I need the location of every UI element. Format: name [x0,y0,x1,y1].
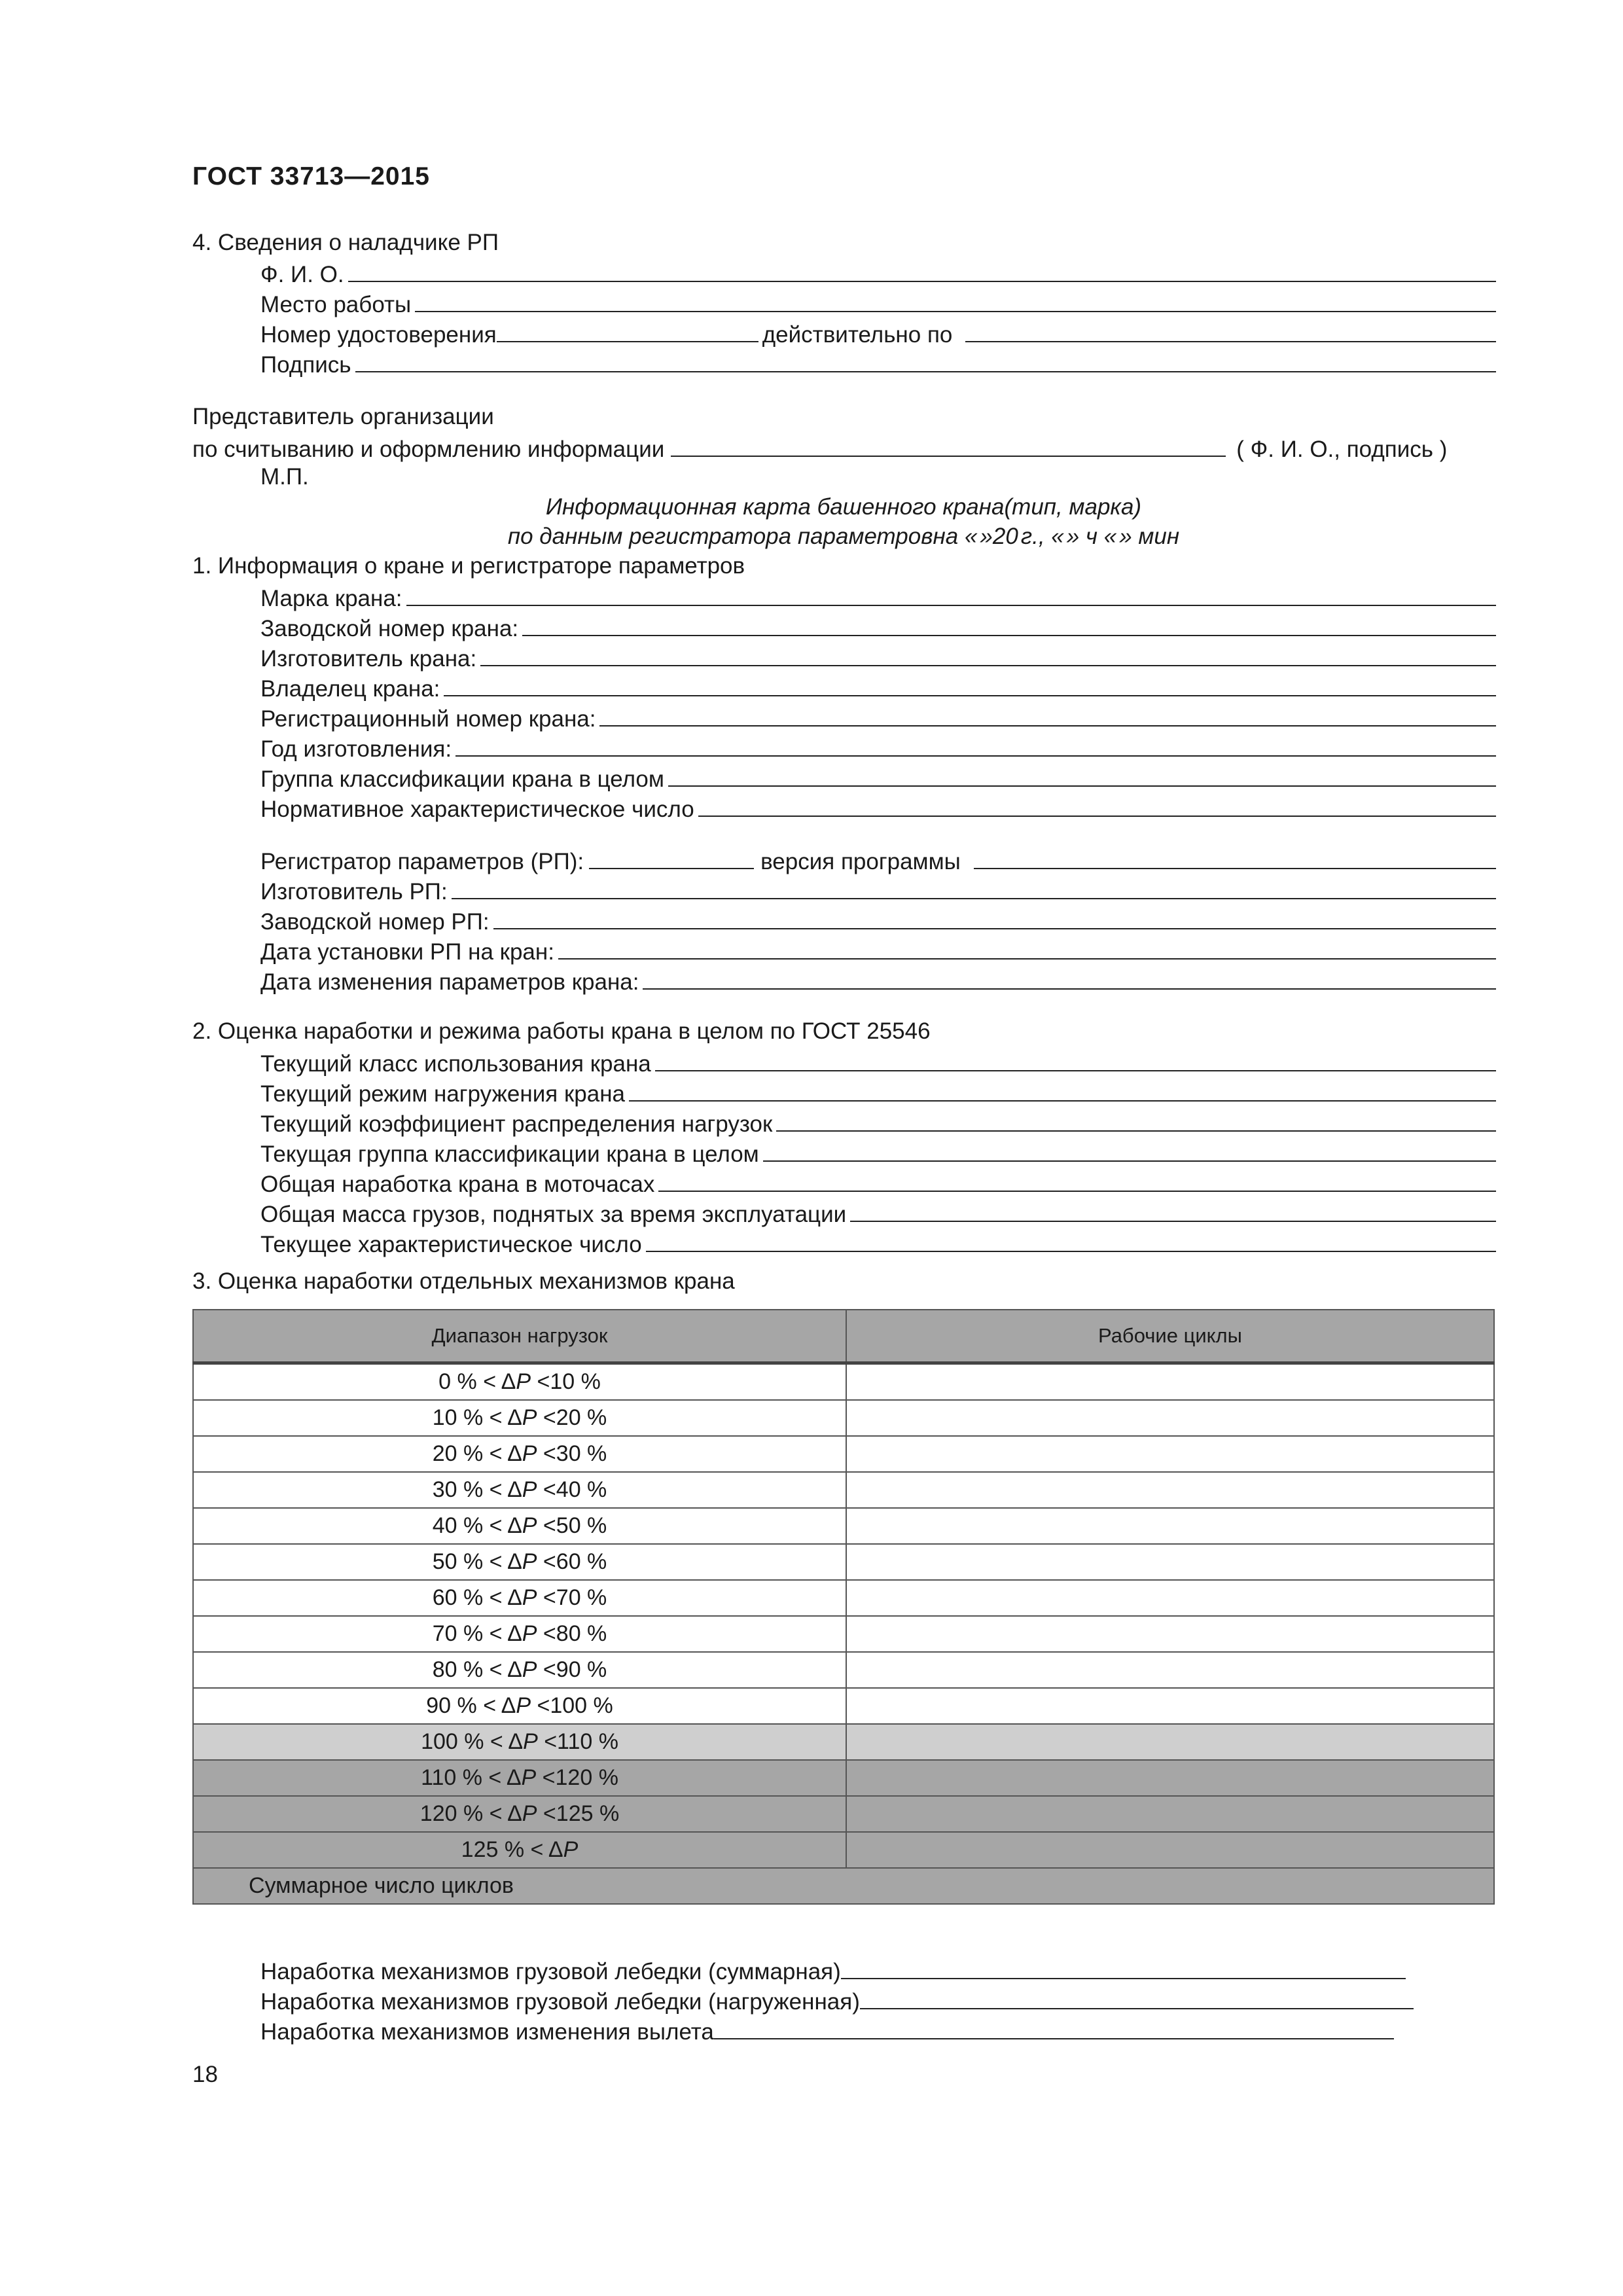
form-field-row[interactable] [260,1137,1496,1167]
winch-loaded-label: Наработка механизмов грузовой лебедки (нагруженная) [260,1989,860,2015]
winch-total-label: Наработка механизмов грузовой лебедки (суммарная) [260,1959,841,1984]
form-field-row[interactable] [260,965,1496,995]
work-cycles-cell[interactable] [846,1616,1494,1652]
form-field-label: Дата установки РП на кран: [260,939,554,965]
form-field-row[interactable] [260,792,1496,822]
luffing-blank[interactable] [714,2015,1394,2039]
section2-heading: 2. Оценка наработки и режима работы крана в целом по ГОСТ 25546 [192,1018,931,1044]
cert-field[interactable] [260,317,1496,348]
valid-until-blank[interactable] [965,317,1496,342]
minute-open-label: » ч « [1066,524,1117,549]
form-field-row[interactable] [260,935,1496,965]
form-field-label: Нормативное характеристическое число [260,797,694,822]
card-subtitle-text: по данным регистратора параметров [507,524,933,549]
cert-number-blank[interactable] [497,317,758,342]
form-field-row[interactable] [260,1047,1496,1077]
fio-label: Ф. И. О. [260,262,344,287]
form-field-label: Общая наработка крана в моточасах [260,1172,655,1197]
table-row [193,1436,1494,1472]
year-prefix: 20 [992,524,1018,549]
form-field-blank[interactable] [522,611,1496,636]
form-field-row[interactable] [260,672,1496,702]
form-field-blank[interactable] [452,874,1496,899]
load-range-cell: 125 % < ΔP [193,1832,846,1868]
form-field-label: Дата изменения параметров крана: [260,969,639,995]
work-cycles-cell[interactable] [846,1796,1494,1832]
total-cycles-label: Суммарное число циклов [193,1868,1494,1904]
fio-field[interactable] [260,257,1496,287]
table-header-row [193,1310,1494,1363]
luffing-label: Наработка механизмов изменения вылета [260,2019,714,2045]
form-field-label: Группа классификации крана в целом [260,766,664,792]
work-cycles-cell[interactable] [846,1652,1494,1688]
form-field-blank[interactable] [776,1107,1496,1132]
form-field-blank[interactable] [455,732,1496,757]
table-row [193,1363,1494,1401]
workplace-field[interactable] [260,287,1496,317]
recorder-label: Регистратор параметров (РП): [260,849,584,874]
section1-heading: 1. Информация о кране и регистраторе параметров [192,553,745,579]
software-version-label: версия программы [760,849,961,874]
winch-total-blank[interactable] [841,1954,1406,1979]
work-cycles-cell[interactable] [846,1724,1494,1760]
work-cycles-cell[interactable] [846,1580,1494,1616]
form-field-label: Текущий режим нагружения крана [260,1081,625,1107]
load-range-cell: 40 % < ΔP <50 % [193,1508,846,1544]
table-row [193,1472,1494,1508]
form-field-label: Заводской номер крана: [260,616,519,641]
form-field-blank[interactable] [406,581,1496,606]
load-range-cell: 50 % < ΔP <60 % [193,1544,846,1580]
form-field-row[interactable] [260,1107,1496,1137]
section4-heading: 4. Сведения о наладчике РП [192,230,499,255]
representative-label: по считыванию и оформлению информации [192,437,665,462]
form-field-row[interactable] [260,905,1496,935]
signature-label: Подпись [260,352,351,378]
form-field-row[interactable] [260,874,1496,905]
load-range-cell: 120 % < ΔP <125 % [193,1796,846,1832]
minute-close-label: » мин [1119,524,1180,549]
work-cycles-cell[interactable] [846,1508,1494,1544]
form-field-blank[interactable] [763,1137,1496,1162]
form-field-label: Изготовитель крана: [260,646,477,672]
card-title-text: Информационная карта башенного крана [545,494,1005,520]
col-header-range: Диапазон нагрузок [193,1310,846,1363]
form-field-blank[interactable] [558,935,1496,960]
work-cycles-cell[interactable] [846,1832,1494,1868]
section3-heading: 3. Оценка наработки отдельных механизмов крана [192,1268,735,1294]
work-cycles-cell[interactable] [846,1544,1494,1580]
form-field-label: Владелец крана: [260,676,440,702]
software-version-blank[interactable] [974,844,1496,869]
load-range-cell: 100 % < ΔP <110 % [193,1724,846,1760]
form-field-blank[interactable] [658,1167,1496,1192]
table-row [193,1724,1494,1760]
work-cycles-cell[interactable] [846,1400,1494,1436]
representative-blank[interactable] [671,432,1226,457]
table-row [193,1400,1494,1436]
table-row [193,1832,1494,1868]
workplace-label: Место работы [260,292,412,317]
card-title-line2 [192,522,1495,552]
form-field-blank[interactable] [444,672,1496,696]
load-range-cell: 0 % < ΔP <10 % [193,1363,846,1401]
form-field-row[interactable] [260,1197,1496,1227]
form-field-blank[interactable] [629,1077,1496,1102]
cert-number-label: Номер удостоверения [260,322,497,348]
form-field-row[interactable] [260,611,1496,641]
document-header: ГОСТ 33713—2015 [192,162,430,190]
form-field-blank[interactable] [493,905,1496,929]
table-row [193,1580,1494,1616]
table-row [193,1544,1494,1580]
valid-until-label: действительно по [762,322,953,348]
form-field-label: Марка крана: [260,586,402,611]
winch-loaded-blank[interactable] [860,1984,1414,2009]
work-cycles-cell[interactable] [846,1472,1494,1508]
load-range-cell: 80 % < ΔP <90 % [193,1652,846,1688]
form-field-row[interactable] [260,1227,1496,1257]
stamp-label: М.П. [260,464,309,490]
load-range-cell: 70 % < ΔP <80 % [193,1616,846,1652]
form-field-blank[interactable] [655,1047,1496,1071]
signature-blank[interactable] [355,348,1496,372]
date-open-label: на « [933,524,978,549]
load-range-cell: 10 % < ΔP <20 % [193,1400,846,1436]
total-row [193,1868,1494,1904]
form-field-label: Регистрационный номер крана: [260,706,596,732]
form-field-row[interactable] [260,762,1496,792]
form-field-label: Текущий коэффициент распределения нагрузок [260,1111,773,1137]
representative-field[interactable] [192,432,1495,462]
table-row [193,1616,1494,1652]
form-field-label: Текущее характеристическое число [260,1232,642,1257]
table-row [193,1688,1494,1724]
recorder-model-blank[interactable] [589,844,754,869]
form-field-blank[interactable] [643,965,1496,990]
table-row [193,1796,1494,1832]
card-title-line1 [192,492,1495,522]
load-range-cell: 60 % < ΔP <70 % [193,1580,846,1616]
recorder-field[interactable] [260,844,1496,874]
representative-line1: Представитель организации [192,404,494,429]
card-title-type-hint: (тип, марка) [1004,494,1142,520]
form-field-label: Заводской номер РП: [260,909,490,935]
signature-field[interactable] [260,348,1496,378]
load-range-cell: 110 % < ΔP <120 % [193,1760,846,1796]
page-number: 18 [192,2062,218,2087]
form-field-blank[interactable] [850,1197,1496,1222]
table-row [193,1760,1494,1796]
form-field-row[interactable] [260,641,1496,672]
work-cycles-cell[interactable] [846,1760,1494,1796]
form-field-row[interactable] [260,702,1496,732]
representative-suffix: ( Ф. И. О., подпись ) [1236,437,1448,462]
form-field-row[interactable] [260,1077,1496,1107]
form-field-label: Изготовитель РП: [260,879,448,905]
form-field-label: Год изготовления: [260,736,452,762]
load-range-table [192,1309,1495,1905]
workplace-blank[interactable] [415,287,1496,312]
winch-loaded-field[interactable] [260,1984,1414,2015]
form-field-row[interactable] [260,732,1496,762]
work-cycles-cell[interactable] [846,1688,1494,1724]
form-field-blank[interactable] [480,641,1496,666]
winch-total-field[interactable] [260,1954,1406,1984]
form-field-blank[interactable] [599,702,1496,726]
load-range-cell: 30 % < ΔP <40 % [193,1472,846,1508]
work-cycles-cell[interactable] [846,1436,1494,1472]
work-cycles-cell[interactable] [846,1363,1494,1401]
table-body [193,1363,1494,1905]
table-row [193,1652,1494,1688]
load-range-cell: 20 % < ΔP <30 % [193,1436,846,1472]
form-field-row[interactable] [260,1167,1496,1197]
form-field-blank[interactable] [646,1227,1496,1252]
form-field-label: Общая масса грузов, поднятых за время эксплуатации [260,1202,847,1227]
load-range-cell: 90 % < ΔP <100 % [193,1688,846,1724]
form-field-row[interactable] [260,581,1496,611]
table-row [193,1508,1494,1544]
form-field-blank[interactable] [668,762,1496,787]
form-field-label: Текущий класс использования крана [260,1051,651,1077]
fio-blank[interactable] [348,257,1496,282]
luffing-field[interactable] [260,2015,1394,2045]
hour-open-label: г., « [1020,524,1064,549]
form-field-label: Текущая группа классификации крана в целом [260,1141,759,1167]
form-field-blank[interactable] [698,792,1496,817]
col-header-cycles: Рабочие циклы [846,1310,1494,1363]
date-close-label: » [980,524,993,549]
